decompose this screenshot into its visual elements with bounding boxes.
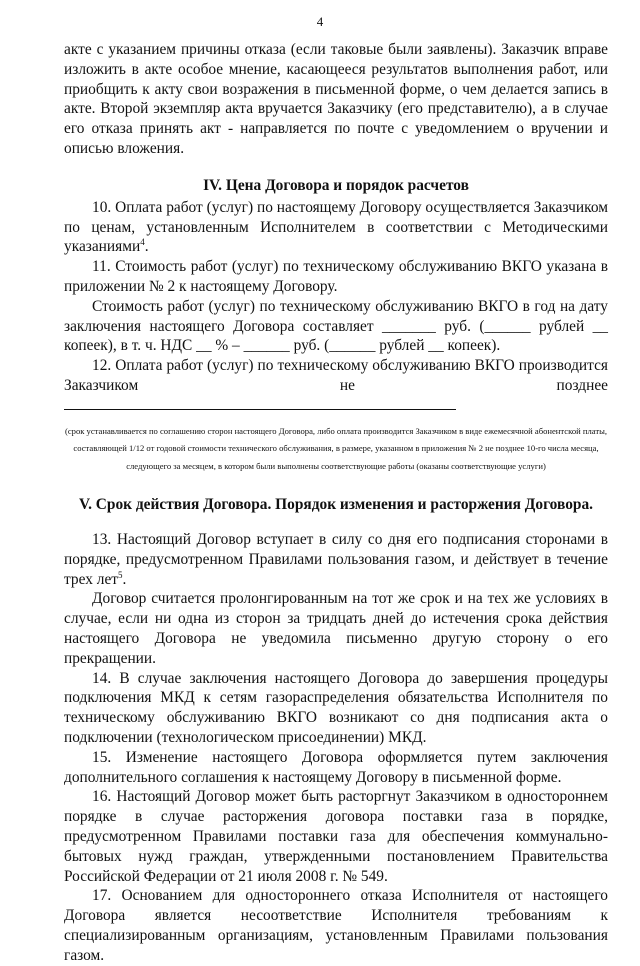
clause-16: 16. Настоящий Договор может быть расторгнут Заказчиком в одностороннем порядке в случае расторжения договора поставки газа в порядке, предусмотренном Правилами поставки газа для обеспечения коммунально-бытовых нужд граждан, утвержденными постановлением Правительства Российской Федерации от 21 июля 2008 г. № 549.: [64, 788, 608, 885]
clause-14: 14. В случае заключения настоящего Договора до завершения процедуры подключения МКД к сетям газораспределения обязательства Исполнителя по техническому обслуживанию ВКГО возникают со дня подписания акта о подключении (технологическом присоединении) МКД.: [64, 669, 608, 747]
clause-12-note: (срок устанавливается по соглашению сторон настоящего Договора, либо оплата производится Заказчиком в виде ежемесячной абонентской платы, составляющей 1/12 от годовой стоимости технического обслуживания, в размере, указанном в приложения № 2 не позднее 10-го числа месяца, следующего за месяцем, в котором были выполнены соответствующие работы (оказаны соответствующие услуги): [64, 425, 608, 471]
intro-paragraph: акте с указанием причины отказа (если таковые были заявлены). Заказчик вправе изложить в акте особое мнение, касающееся результатов выполнения работ, или приобщить к акту свои возражения в письменной форме, о чем делается запись в акте. Второй экземпляр акта вручается Заказчику (его представителю), а в случае его отказа принять акт - направляется по почте с уведомлением о вручении и описью вложения.: [64, 41, 608, 157]
footnote-ref-5: 5: [118, 569, 123, 580]
document-body: [64, 40, 608, 966]
clause-17: 17. Основанием для одностороннего отказа Исполнителя от настоящего Договора является несоответствие Исполнителя требованиям к специализированным организациям, установленным Правилами пользования газом.: [64, 887, 608, 964]
clause-11: 11. Стоимость работ (услуг) по техническому обслуживанию ВКГО указана в приложении № 2 к настоящему Договору.: [64, 258, 608, 295]
clause-10: [64, 198, 608, 257]
payment-deadline-blank: [64, 396, 456, 410]
clause-10-text: 10. Оплата работ (услуг) по настоящему Договору осуществляется Заказчиком по ценам, установленным Исполнителем в соответствии с Методическими указаниями: [64, 198, 608, 256]
section-4-title: IV. Цена Договора и порядок расчетов: [203, 176, 469, 194]
clause-11-cost: Стоимость работ (услуг) по техническому обслуживанию ВКГО в год на дату заключения настоящего Договора составляет _______ руб. (______ рублей __ копеек), в т. ч. НДС __ % – ______ руб. (______ рублей __ копеек).: [64, 297, 608, 355]
page-number: 4: [316, 14, 324, 29]
footnote-ref-4: 4: [140, 237, 145, 248]
clause-12-text: 12. Оплата работ (услуг) по техническому обслуживанию ВКГО производится Заказчиком не позднее: [64, 357, 608, 394]
clause-13-text: 13. Настоящий Договор вступает в силу со дня его подписания сторонами в порядке, предусмотренном Правилами пользования газом, и действует в течение трех лет: [64, 531, 608, 588]
clause-12: [64, 356, 608, 415]
clause-15: 15. Изменение настоящего Договора оформляется путем заключения дополнительного соглашения к настоящему Договору в письменной форме.: [64, 748, 608, 786]
clause-13: [64, 530, 608, 589]
clause-10-end: .: [144, 238, 149, 256]
clause-13-prolongation: Договор считается пролонгированным на тот же срок и на тех же условиях в случае, если ни одна из сторон за тридцать дней до истечения срока действия настоящего Договора не уведомила письменно другую сторону о его прекращении.: [64, 590, 608, 667]
section-5-title: V. Срок действия Договора. Порядок изменения и расторжения Договора.: [78, 496, 593, 514]
clause-13-end: .: [122, 570, 127, 588]
